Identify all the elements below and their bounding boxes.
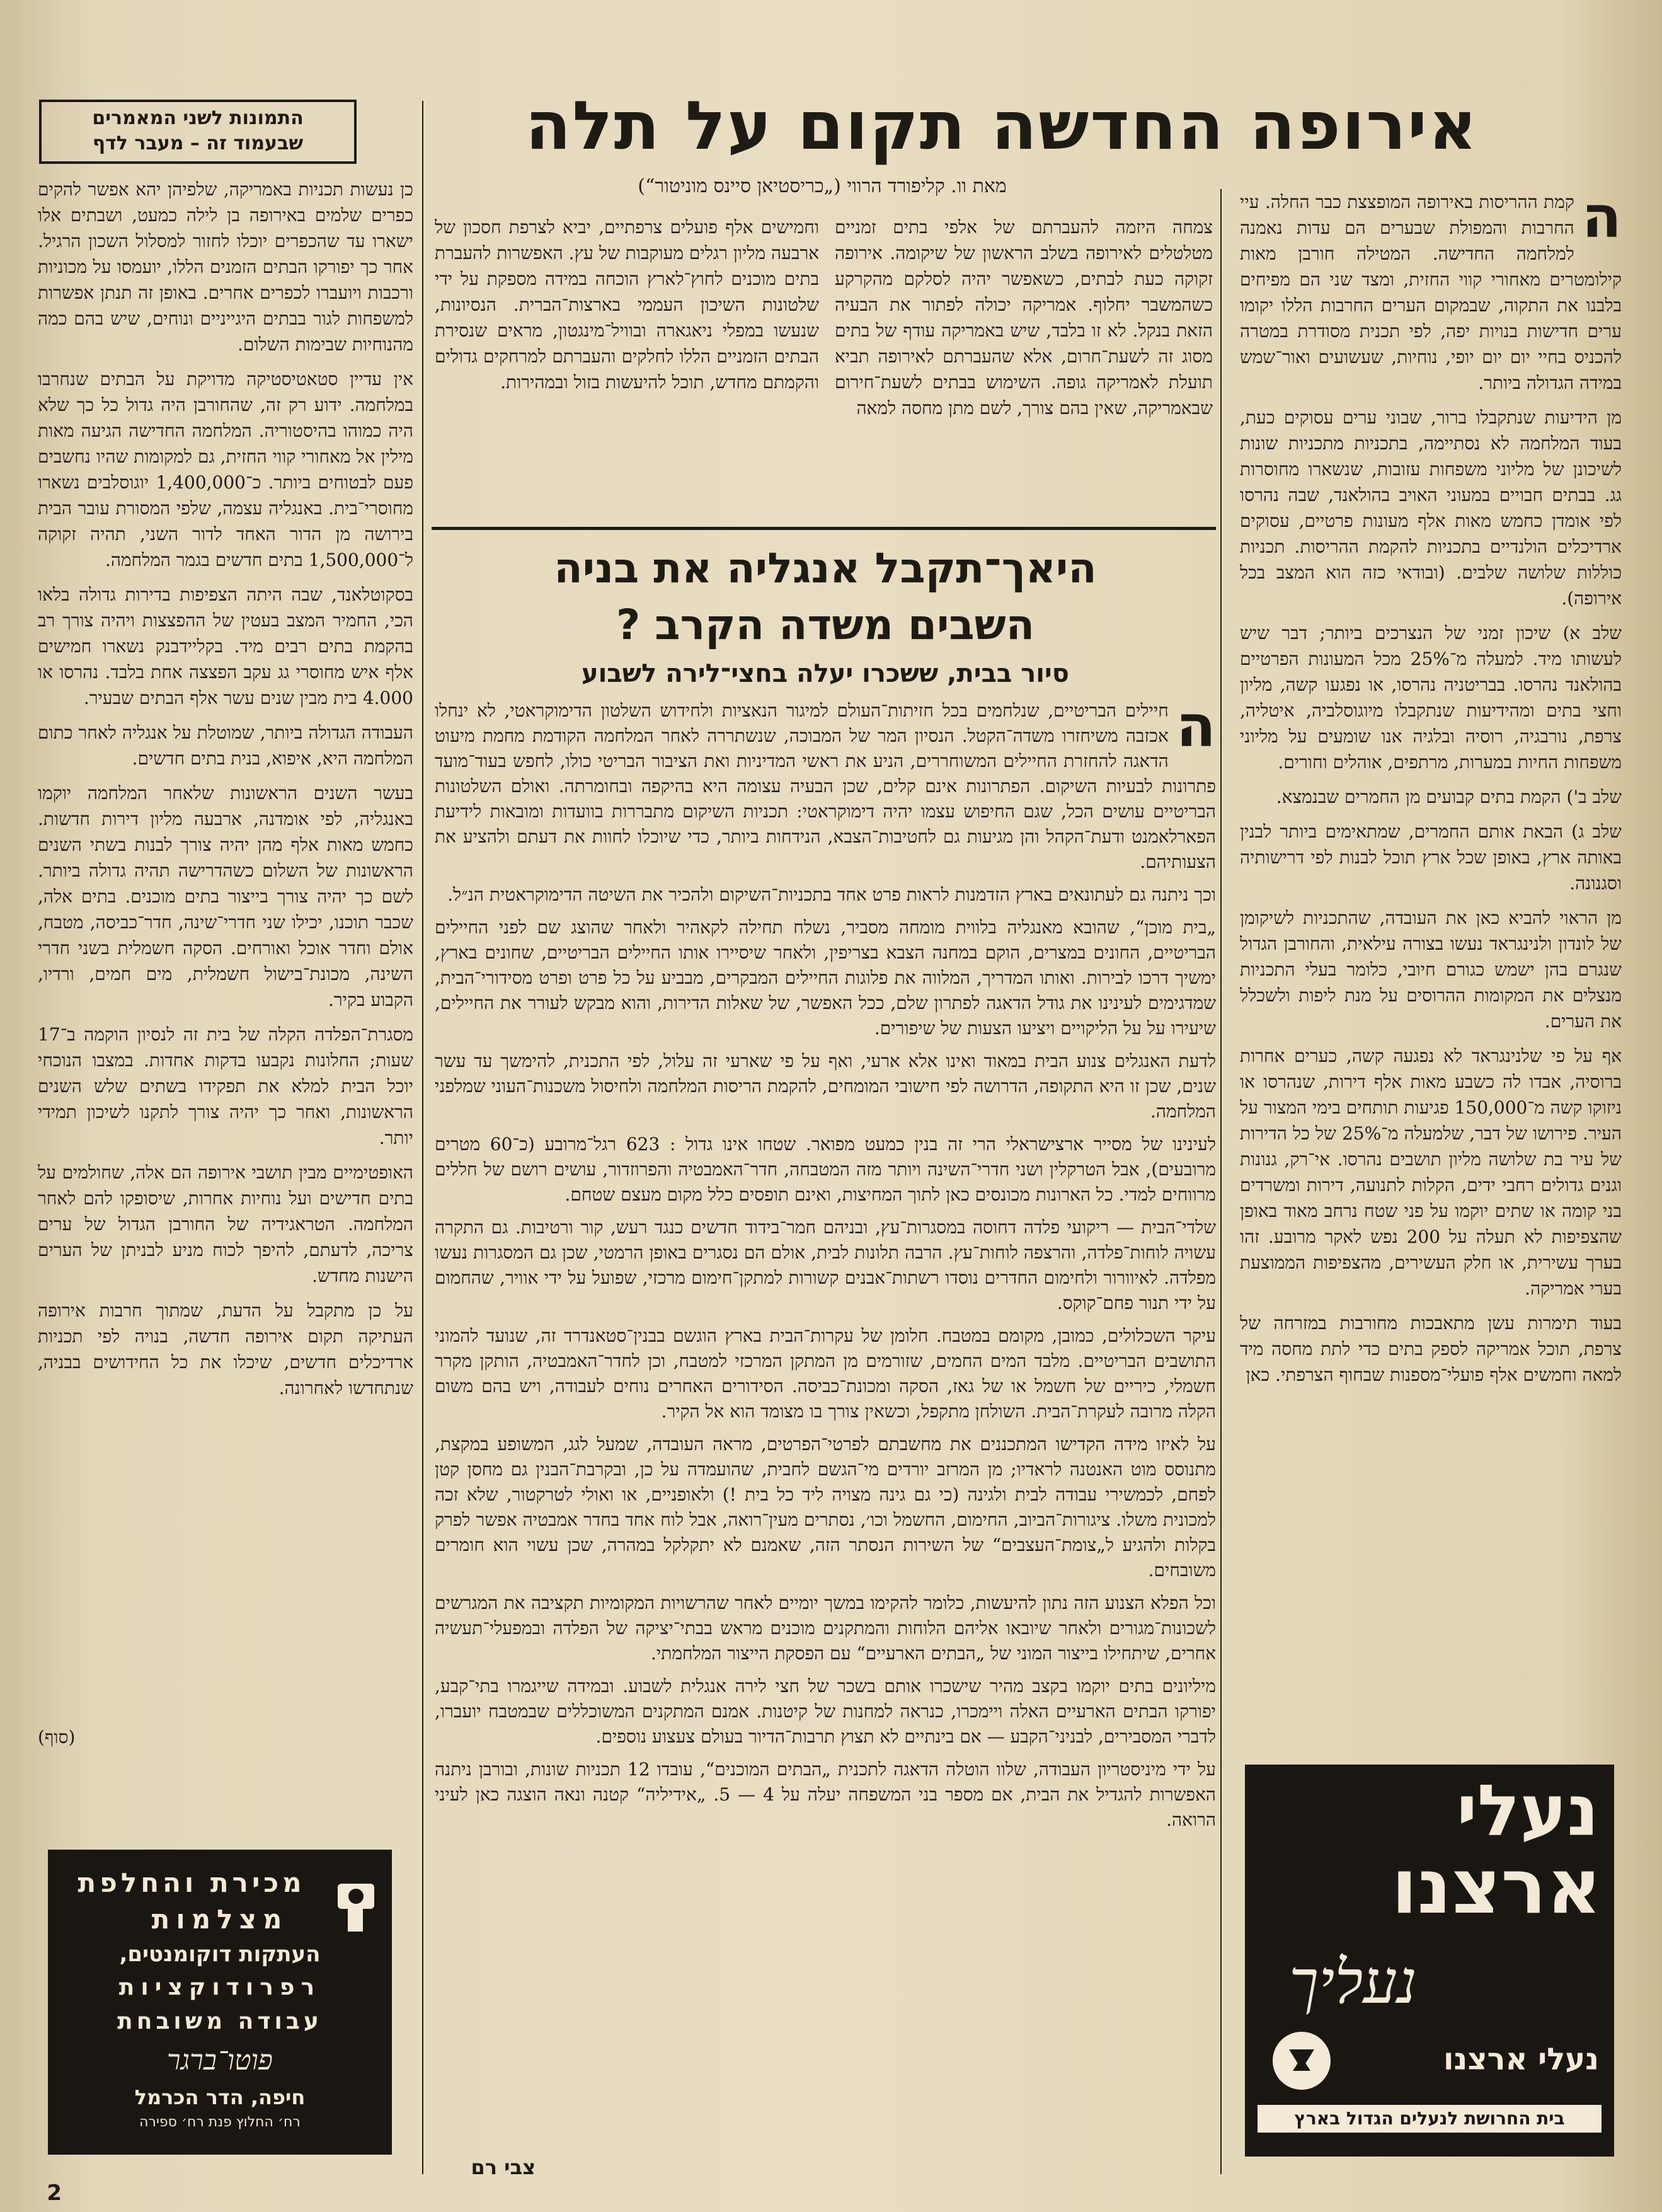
ad-big-text: נעלי [1456, 1770, 1599, 1852]
paragraph: שלב ג) הבאת אותם החמרים, שמתאימים ביותר לבנין באותה ארץ, באופן שכל ארץ תוכל לבנות לפי דרישותיה וסגנונה. [1240, 821, 1622, 894]
ad-tagline: בית החרושת לנעלים הגדול בארץ [1258, 2105, 1602, 2133]
paragraph: וכך ניתנה גם לעתונאים בארץ הזדמנות לראות פרט אחד בתכניות־השיקום ולהכיר את השיטה הדימוקראטית הנ״ל. [447, 884, 1216, 905]
paragraph: לעינינו של מסייר ארצישראלי הרי זה בנין כמעט מפואר. שטחו אינו גדול : 623 רגל־מרובע (כ־60 מטרים מרובעים), אבל הטרקלין ושני חדרי־השינה ויותר מזה המטבחה, חדר־האמבטיה והפרוזדור, עושים רושם של חללים מרווחים למדי. כל הארונות מכונסים כאן לתוך המחיצות, ואינם תופסים כלל מקום מעצם שטחם. [435, 1134, 1216, 1205]
paragraph: בעשר השנים הראשונות שלאחר המלחמה יוקמו באנגליה, לפי אומדנה, ארבעה מליון דירות חדשות. כחמש מאות אלף מהן יהיה צורך לבנות בשתי השנים הראשונות של השלום כשהדרישה תהיה גדולה ביותר. לשם כך יהיה צורך בייצור בתים מוכנים. בתים אלה, שכבר תוכנו, יכילו שני חדרי־שינה, חדר־כביסה, מטבח, אולם וחדר אוכל ואורחים. הסקה חשמלית בשני חדרי השינה, מכונת־בישול חשמלית, מים חמים, ורדיו, הקבוע בקיר. [38, 783, 413, 1010]
ad-city: חיפה, הדר הכרמל [134, 2085, 306, 2109]
paragraph: ה קמת ההריסות באירופה המופצצת כבר החלה. עיי החרבות והמפולת שבערים הם עדות נאמנה למלחמה החדישה. המטילה חורבן מאות קילומטרים מאחורי קווי החזית, ומצד שני הם מפיחים בלבנו את התקוה, שבמקום הערים החרבות הללו יקומו ערים חדישות בנויות יפה, לפי תכנית מסודרת במטרה להכניס בחיי יום יום יופי, נוחיות, שעשועים ואור־שמש במידה הגדולה ביותר. [1240, 189, 1622, 393]
paragraph: כן נעשות תכניות באמריקה, שלפיהן יהא אפשר להקים כפרים שלמים באירופה בן לילה כמעט, ושבתים אלו ישארו עד שהכפרים יוכלו לחזור למסלול השכון הרגיל. אחר כך יפורקו הבתים הזמנים הללו, יועמסו על מכוניות ורכבות ויועברו לכפרים אחרים. באופן זה תנתן אפשרות למשפחות לגור בבתים היגייניים ונוחים, שיש בהם כמה מהנוחיות שבימות השלום. [38, 179, 413, 355]
paragraph: האופטימיים מבין תושבי אירופה הם אלה, שחולמים על בתים חדישים ועל נוחיות אחרות, שיסופקו להם לאחר המלחמה. הטראגידיה של החורבן הגדול של ערים צריכה, לדעתם, להיפך לכוח מניע לבניתן של הערים הישנות מחדש. [38, 1162, 413, 1286]
paragraph: על כן מתקבל על הדעת, שמתוך חרבות אירופה העתיקה תקום אירופה חדשה, בנויה לפי תכניות ארדיכלים חדשים, שיכלו את כל החידושים בבניה, שנתחדשו לאחרונה. [38, 1300, 413, 1398]
column-right [1240, 189, 1622, 2036]
column-rule-left [422, 101, 423, 2174]
photo-note-line2: שבעמוד זה – מעבר לדף [92, 132, 304, 154]
paragraph: מן הידיעות שנתקבלו ברור, שבוני ערים עסוקים כעת, בעוד המלחמה לא נסתיימה, בתכניות מתכניות שונות לשיכונן של מליוני משפחות עזובות, שנשארו מחוסרות גג. בבתים חבויים במעוני האויב בהולאנד, שבה נהרסו לפי אומדן כחמש מאות אלף מעונות פרטיים, עסוקים ארדיכלים הולנדיים בתכניות להקמת ההריסות. תכניות כוללות שלושה שלבים. (ובודאי כזה הוא המצב בכל אירופה). [1240, 407, 1622, 609]
article-end-mark: (סוף) [38, 1727, 76, 1748]
article2-title-line2: השבים משדה הקרב ? [616, 601, 1035, 649]
paragraph: אין עדיין סטאטיסטיקה מדויקת על הבתים שנחרבו במלחמה. ידוע רק זה, שהחורבן היה גדול כל כך שלא היה כמוהו בהיסטוריה. המלחמה החדישה הגיעה מאות מילין אל מאחורי קווי החזית, גם למקומות שהיו נחשבים פעם לבטוחים ביותר. כ־1,400,000 יוגוסלבים נשארו מחוסרי־בית. באנגליה עצמה, שלפי המסורת עובר הבית בירושה מן הדור האחד לדור השני, תהיה זקוקה ל־1,500,000 בתים חדשים בגמר המלחמה. [38, 369, 413, 570]
paragraph: העבודה הגדולה ביותר, שמוטלת על אנגליה לאחר כתום המלחמה היא, איפוא, בנית בתים חדשים. [38, 722, 413, 769]
photo-berger-ad [48, 1850, 392, 2155]
photo-note-line1: התמונות לשני המאמרים [92, 107, 304, 129]
ad-line: מכירת והחלפת [77, 1867, 306, 1898]
ad-script-text: נעליך [1289, 1947, 1417, 2017]
paragraph: ה חיילים הבריטיים, שנלחמים בכל חזיתות־העולם למיגור הנאציות ולחידוש השלטון הדימוקראטי, לא ינחלו אכזבה משיחזרו משדה־הקטל. הנסיון המר של המבוכה, שנשתררה לאחר המלחמה הקודמת מחמת מיעוט הדאגה להחזרת החיילים המשוחררים, הניע את ראשי המדיניות ואת הציבור הבריטי כולו, לחפש בעוד־מועד פתרונות לבעיות השיקום. הפתרונות אינם קלים, שכן הבעיה עצומה היא בהיקפה ובחומרתה. ואולם השלטונות הבריטיים עושים הכל, שגם החיפוש עצמו יהיה דימוקראטי: תכניות השיקום מתבררות בוועדות ומובאות לידיעת הפארלאמנט ודעת־הקהל והן מגיעות גם לחטיבות־הצבא, הנידחות ביותר, כדי שיוכלו לחוות את דעתם ולהציע את הצעותיהם. [435, 698, 1216, 872]
ad-line: מצלמות [151, 1904, 289, 1935]
paragraph: על לאיזו מידה הקדישו המתכננים את מחשבתם לפרטי־הפרטים, מראה העובדה, שמעל לגג, המשופע במקצת, מתנוסס מוט האנטנה לראדיו; מן המרזב יורדים מי־הגשם לחבית, שהועמדה על כן, ובקרבת־הבנין גם מחסן קטן לפחם, לכמשירי עבודה לבית ולגינה (כי גם גינה מצויה ליד כל בית !) ולאופניים, או ואולי לטרקטור, שלא זכה למכונית משלו. ציגורות־הביוב, החימום, החשמל וכו׳, נסתרים מעין־רואה, אבל לוח אחד בחדר אמבטיה אפשר לפרק בקלות ולהגיע ל„צומת־העצבים“ של השירות הנסתר הזה, שאמנם לא יתקלקל במהרה, שכן עשוי הוא חומרים משובחים. [435, 1434, 1216, 1581]
ad-line: עבודה משובחת [117, 2008, 323, 2034]
ad-big-text: ארצנו [1391, 1843, 1602, 1931]
drop-cap: ה [1176, 698, 1216, 760]
ad-brand: נעלי ארצנו [1443, 2042, 1599, 2077]
column-rule-right [1220, 189, 1222, 2174]
logo-emblem-icon [1270, 2029, 1333, 2092]
ad-line: רפרודוקציות [118, 1974, 321, 2000]
paragraph: לדעת האנגלים צנוע הבית במאוד ואינו אלא ארעי, ואף על פי שארעי זה עלול, לפי התכנית, להימשך עד עשר שנים, שכן זו היא התקופה, הדרושה לפי חישובי המומחים, להקמת הריסות המלחמה ולחיסול משכנות־העוני שמלפני המלחמה. [435, 1051, 1216, 1122]
paragraph: מסגרת־הפלדה הקלה של בית זה לנסיון הוקמה ב־17 שעות; החלונות נקבעו בדקות אחדות. במצבו הנוכחי יוכל הבית למלא את תפקידו בשתים שלש השנים הראשונות, ואחר כך יהיה צורך לתקנו לשיכון תמידי יותר. [38, 1024, 413, 1148]
article-divider [432, 527, 1216, 530]
paragraph: שלב א) שיכון זמני של הנצרכים ביותר; דבר שיש לעשותו מיד. למעלה מ־25% מכל המעונות הפרטיים בהולאנד נהרסו. בבריטניה נהרסו, או נפגעו קשה, מליון וחצי בתים ומהידיעות שנתקבלו מיוגוסלביה, איטליה, צרפת, נורבגיה, רוסיה ובלגיה אנו שומעים על מליוני משפחות החיות במערות, מרתפים, אוהלים וחורים. [1240, 623, 1622, 773]
camera-hand-icon [331, 1865, 382, 1934]
drop-cap: ה [1581, 189, 1622, 251]
column-mid-2 [435, 214, 819, 521]
page-number: 2 [47, 2180, 62, 2206]
paragraph: אף על פי שלנינגראד לא נפגעה קשה, כערים אחרות ברוסיה, אבדו לה כשבע מאות אלף דירות, שנהרסו או ניזוקו קשה מ־150,000 פגיעות תותחים בימי המצור על העיר. פירושו של דבר, שלמעלה מ־25% של כל הדירות של עיר בת שלושה מליון תושבים נהרסו. אי־רק, גנונות וגנים גדולים רחבי ידים, הקלות לתנועה, דירות ומשרדים בני קומה או שתים יוקמו על פני שטח נרחב מאוד באופן שהצפיפות לא תעלה על 200 נפש לאקר מרובע. זהו בערך עשירית, או חלק העשירים, מהצפיפות הממוצעת בערי אמריקה. [1240, 1046, 1622, 1299]
column-left [38, 176, 413, 1727]
paragraph: „בית מוכן“, שהובא מאנגליה בלווית מומחה מסביר, נשלח תחילה לקאהיר ולאחר שהוצג שם לפני החיילים הבריטיים, החונים במצרים, הוקם במחנה הצבא בצריפין, ולאחר שיסיירו אותו החיילים הבריטיים, שחונים בארץ, ימשיך דרכו לבירות. ואותו המדריך, המלווה את פלוגות החיילים המבקרים, מבביע על כל פרט ופרט מסידורי־הבית, שמדגימים לעינינו את גודל הדאגה לפתרון שלם, ככל האפשר, של שאלות הדירות, והוא מבקש לעורר את החיילים, שיעירו על על הליקויים ויציעו הצעות של שיפורים. [435, 917, 1216, 1039]
paragraph: וחמישים אלף פועלים צרפתיים, יביא לצרפת חסכון של ארבעה מליון רגלים מעוקבות של עץ. האפשרות להעברת בתים מוכנים לחוץ־לארץ הוכחה במידה מספקת על ידי שלטונות השיכון העממי בארצות־הברית. הנסיונות, שנעשו במפלי ניאגארה ובוויל־מינגטון, מראים שנסירת הבתים הזמניים הללו לחלקים והעברתם למרחקים גדולים והקמתם מחדש, תוכל להיעשות בזול ובמהירות. [435, 217, 819, 393]
paragraph: עיקר השכלולים, כמובן, מקומם במטבח. חלומן של עקרות־הבית בארץ הוגשם בבנין־סטאנדרד זה, שנועד להמוני התושבים הבריטיים. מלבד המים החמים, שזורמים מן המתקן המרכזי למטבח, וכן לחדר־האמבטיה, הותקן מקרר חשמלי, כיריים של חשמל או של גאז, הסקה ומכונת־כביסה. הסידורים האחרים נוחים לעבודה, ויש בהם משום הקלה מרובה לעקרת־הבית. השולחן מתקפל, וכשאין צורך בו מצומד הוא אל הקיר. [435, 1325, 1216, 1422]
column-mid-1 [835, 214, 1213, 521]
paragraph: על ידי מיניסטריון העבודה, שלוו הוטלה הדאגה לתכנית „הבתים המוכנים“, עובדו 12 תכניות שונות, ובורבן ניתנה האפשרות להגדיל את הבית, אם מספר בני המשפחה יעלה על 4 — 5. „אידיליה“ קטנה ונאה הוצגה כאן לעיני הרואה. [435, 1759, 1216, 1830]
paragraph: בעוד תימרות עשן מתאבכות מחורבות במזרחה של צרפת, תוכל אמריקה לספק בתים כדי לתת מחסה מיד למאה וחמשים אלף פועלי־מספנות שבחוף הצרפתי. כאן [1240, 1313, 1622, 1385]
article2-signature: צבי רם [471, 2155, 536, 2179]
main-headline: אירופה החדשה תקום על תלה [525, 88, 1479, 164]
article2-body [435, 698, 1216, 2155]
byline: מאת וו. קליפורד הרווי („כריסטיאן סיינס מוניטור“) [638, 175, 1007, 197]
article2-title-line1: היאך־תקבל אנגליה את בניה [554, 544, 1097, 592]
paragraph: שלדי־הבית — ריקועי פלדה דחוסה במסגרות־עץ, ובניהם חמר־בידוד חדשים כנגד רעש, קור ורטיבות. גם התקרה עשויה לוחות־פלדה, והרצפה לוחות־עץ. הרבה תלונות לבית, אולם הם נסגרים באופן הרמטי, שכן גם המסגרות נעשו מפלדה. לאיוורור ולחימום החדרים נוסדו רשתות־אבנים קשורות למתקן־חימום מרכזי, שפועל על ידי אוויר, שהחמום על ידי תנור פחם־קוקס. [435, 1217, 1216, 1313]
paragraph: וכל הפלא הצנוע הזה נתון להיעשות, כלומר להקימו במשך יומיים לאחר שהרשויות המקומיות תקציבה את המגרשים לשכונות־מגורים ולאחר שיובאו אליהם הלוחות והמתקנים מוכנים מראש בבתי־יציקה של הפלדה ובמפעלי־תעשיה אחרים, שיתחילו בייצור המוני של „הבתים הארעיים“ עם הפסקת הייצור המלחמתי. [435, 1593, 1216, 1664]
photo-note-box [39, 100, 357, 164]
paragraph: בסקוטלאנד, שבה היתה הצפיפות בדירות גדולה בלאו הכי, החמיר המצב בעטין של ההפצצות ויהיה צורך רב בהקמת בתים רבים מיד. בקליידבנק נשארו חמישים אלף איש מחוסרי גג עקב הפצצה אחת בלבד. נהרסו או 4.000 בית מבין שנים עשר אלף הבתים שבעיר. [38, 584, 413, 708]
paragraph: צמחה היזמה להעברתם של אלפי בתים זמניים מטלטלים לאירופה בשלב הראשון של שיקומה. אירופה זקוקה כעת לבתים, כשאפשר יהיה לסלקם מהקרקע כשהמשבר יחלוף. אמריקה יכולה לפתור את הבעיה הזאת בנקל. לא זו בלבד, שיש באמריקה עודף של בתים מסוג זה לשעת־חרום, אלא שהעברתם לאירופה תביא תועלת לאמריקה גופה. השימוש בבתים לשעת־חירום שבאמריקה, שאין בהם צורך, לשם מתן מחסה למאה [835, 217, 1213, 418]
paragraph: מיליונים בתים יוקמו בקצב מהיר שישכרו אותם בשכר של חצי לירה אנגלית לשבוע. ובמידה שייגמרו בתי־קבע, יפורקו הבתים הארעיים האלה ויימכרו, כנראה למחנות של קיטנות. אמנם המתקנים המשוכללים שבמטבח יועברו, לדברי המסבירים, לבניני־הקבע — אם בינתיים לא תצוץ תרבות־הדיור בעולם צעצוע נוספים. [435, 1676, 1216, 1747]
naalei-artzenu-ad [1245, 1765, 1614, 2157]
article2-deck: סיור בבית, ששכרו יעלה בחצי־לירה לשבוע [582, 659, 1069, 688]
paragraph: מן הראוי להביא כאן את העובדה, שהתכניות לשיקומן של לונדון ולנינגראד נעשו בצורה עילאית, והחורבן הגדול שנגרם בהן ישמש כגורם חיובי, כלומר בעלי התכניות מנצלים את המקומות ההרוסים על מנת ליפות ולשכלל את הערים. [1240, 907, 1622, 1032]
paragraph: שלב ב') הקמת בתים קבועים מן החמרים שבנמצא. [1276, 786, 1622, 807]
ad-line: העתקות דוקומנטים, [119, 1942, 321, 1967]
ad-brand: פוטו־ברגר [167, 2044, 273, 2077]
ad-address: רח׳ החלוץ פנת רח׳ ספירה [139, 2114, 301, 2130]
